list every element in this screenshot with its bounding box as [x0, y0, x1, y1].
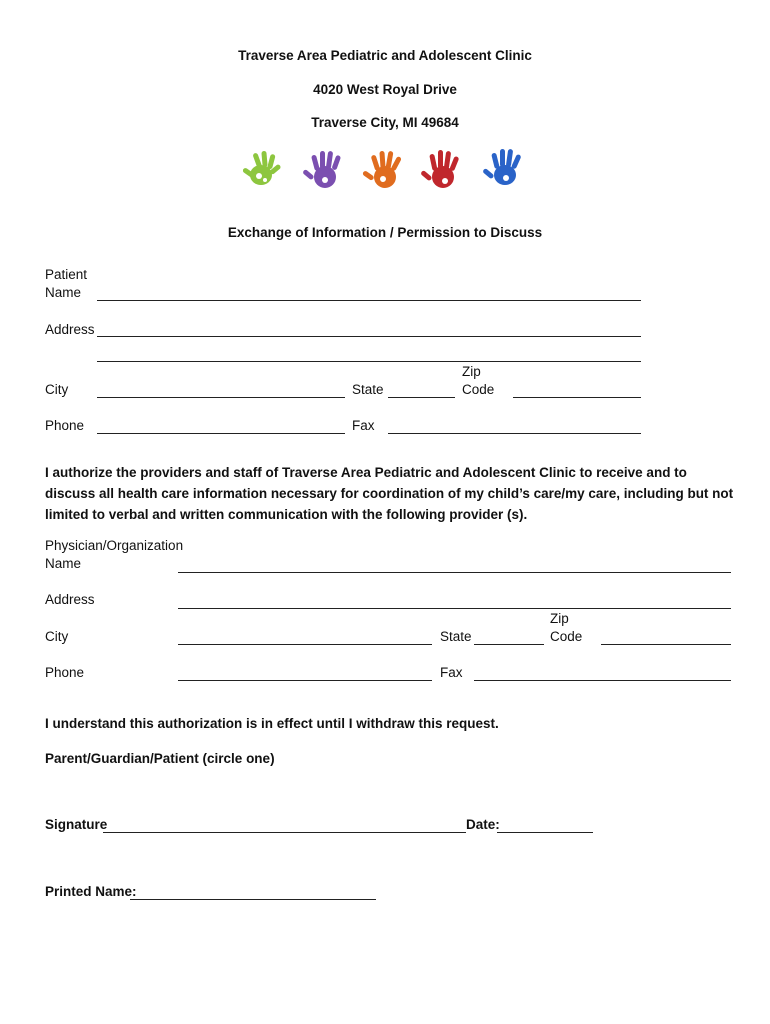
patient-state-field[interactable] [388, 397, 455, 398]
provider-state-label: State [440, 629, 472, 644]
purple-hand-icon [302, 151, 341, 188]
handprints-logo [243, 145, 528, 195]
patient-address-field-1[interactable] [97, 336, 641, 337]
patient-state-label: State [352, 382, 384, 397]
authorization-text: I authorize the providers and staff of Traverse Area Pediatric and Adolescent Clinic to receive and to discuss all health care information necessary for coordination of my child’s care/my care, including but not limited to verbal and written communication with the following provider (s). [45, 465, 734, 522]
provider-name-label: Physician/Organization [45, 538, 184, 553]
blue-hand-icon [482, 149, 521, 185]
relationship-text: Parent/Guardian/Patient (circle one) [45, 751, 275, 766]
provider-city-label: City [45, 629, 69, 644]
patient-city-field[interactable] [97, 397, 345, 398]
provider-name-label-2: Name [45, 556, 82, 571]
provider-zip-field[interactable] [601, 644, 731, 645]
provider-address-field[interactable] [178, 608, 731, 609]
printed-name-field[interactable] [130, 899, 376, 900]
provider-fax-field[interactable] [474, 680, 731, 681]
provider-phone-label: Phone [45, 665, 85, 680]
patient-zip-label: Zip [462, 364, 481, 379]
orange-hand-icon [362, 151, 402, 188]
patient-name-label: Patient [45, 267, 88, 282]
patient-zip-label-2: Code [462, 382, 495, 397]
signature-field[interactable] [103, 832, 466, 833]
patient-address-field-2[interactable] [97, 361, 641, 362]
provider-state-field[interactable] [474, 644, 544, 645]
date-field[interactable] [497, 832, 593, 833]
understand-text: I understand this authorization is in effect until I withdraw this request. [45, 716, 499, 731]
printed-name-label: Printed Name: [45, 884, 137, 899]
form-title: Exchange of Information / Permission to Discuss [227, 225, 543, 240]
patient-fax-field[interactable] [388, 433, 641, 434]
provider-zip-label-2: Code [550, 629, 583, 644]
provider-name-field[interactable] [178, 572, 731, 573]
clinic-name: Traverse Area Pediatric and Adolescent Clinic [238, 48, 532, 63]
patient-city-label: City [45, 382, 69, 397]
patient-phone-label: Phone [45, 418, 85, 433]
signature-label: Signature [45, 817, 108, 832]
patient-name-label-2: Name [45, 285, 82, 300]
green-hand-icon [243, 151, 282, 185]
provider-city-field[interactable] [178, 644, 432, 645]
provider-address-label: Address [45, 592, 95, 607]
red-hand-icon [420, 150, 459, 188]
date-label: Date: [466, 817, 500, 832]
provider-fax-label: Fax [440, 665, 463, 680]
provider-phone-field[interactable] [178, 680, 432, 681]
clinic-street: 4020 West Royal Drive [313, 82, 457, 97]
patient-zip-field[interactable] [513, 397, 641, 398]
patient-name-field[interactable] [97, 300, 641, 301]
clinic-city-line: Traverse City, MI 49684 [311, 115, 459, 130]
patient-fax-label: Fax [352, 418, 375, 433]
provider-zip-label: Zip [550, 611, 569, 626]
patient-phone-field[interactable] [97, 433, 345, 434]
patient-address-label: Address [45, 322, 95, 337]
